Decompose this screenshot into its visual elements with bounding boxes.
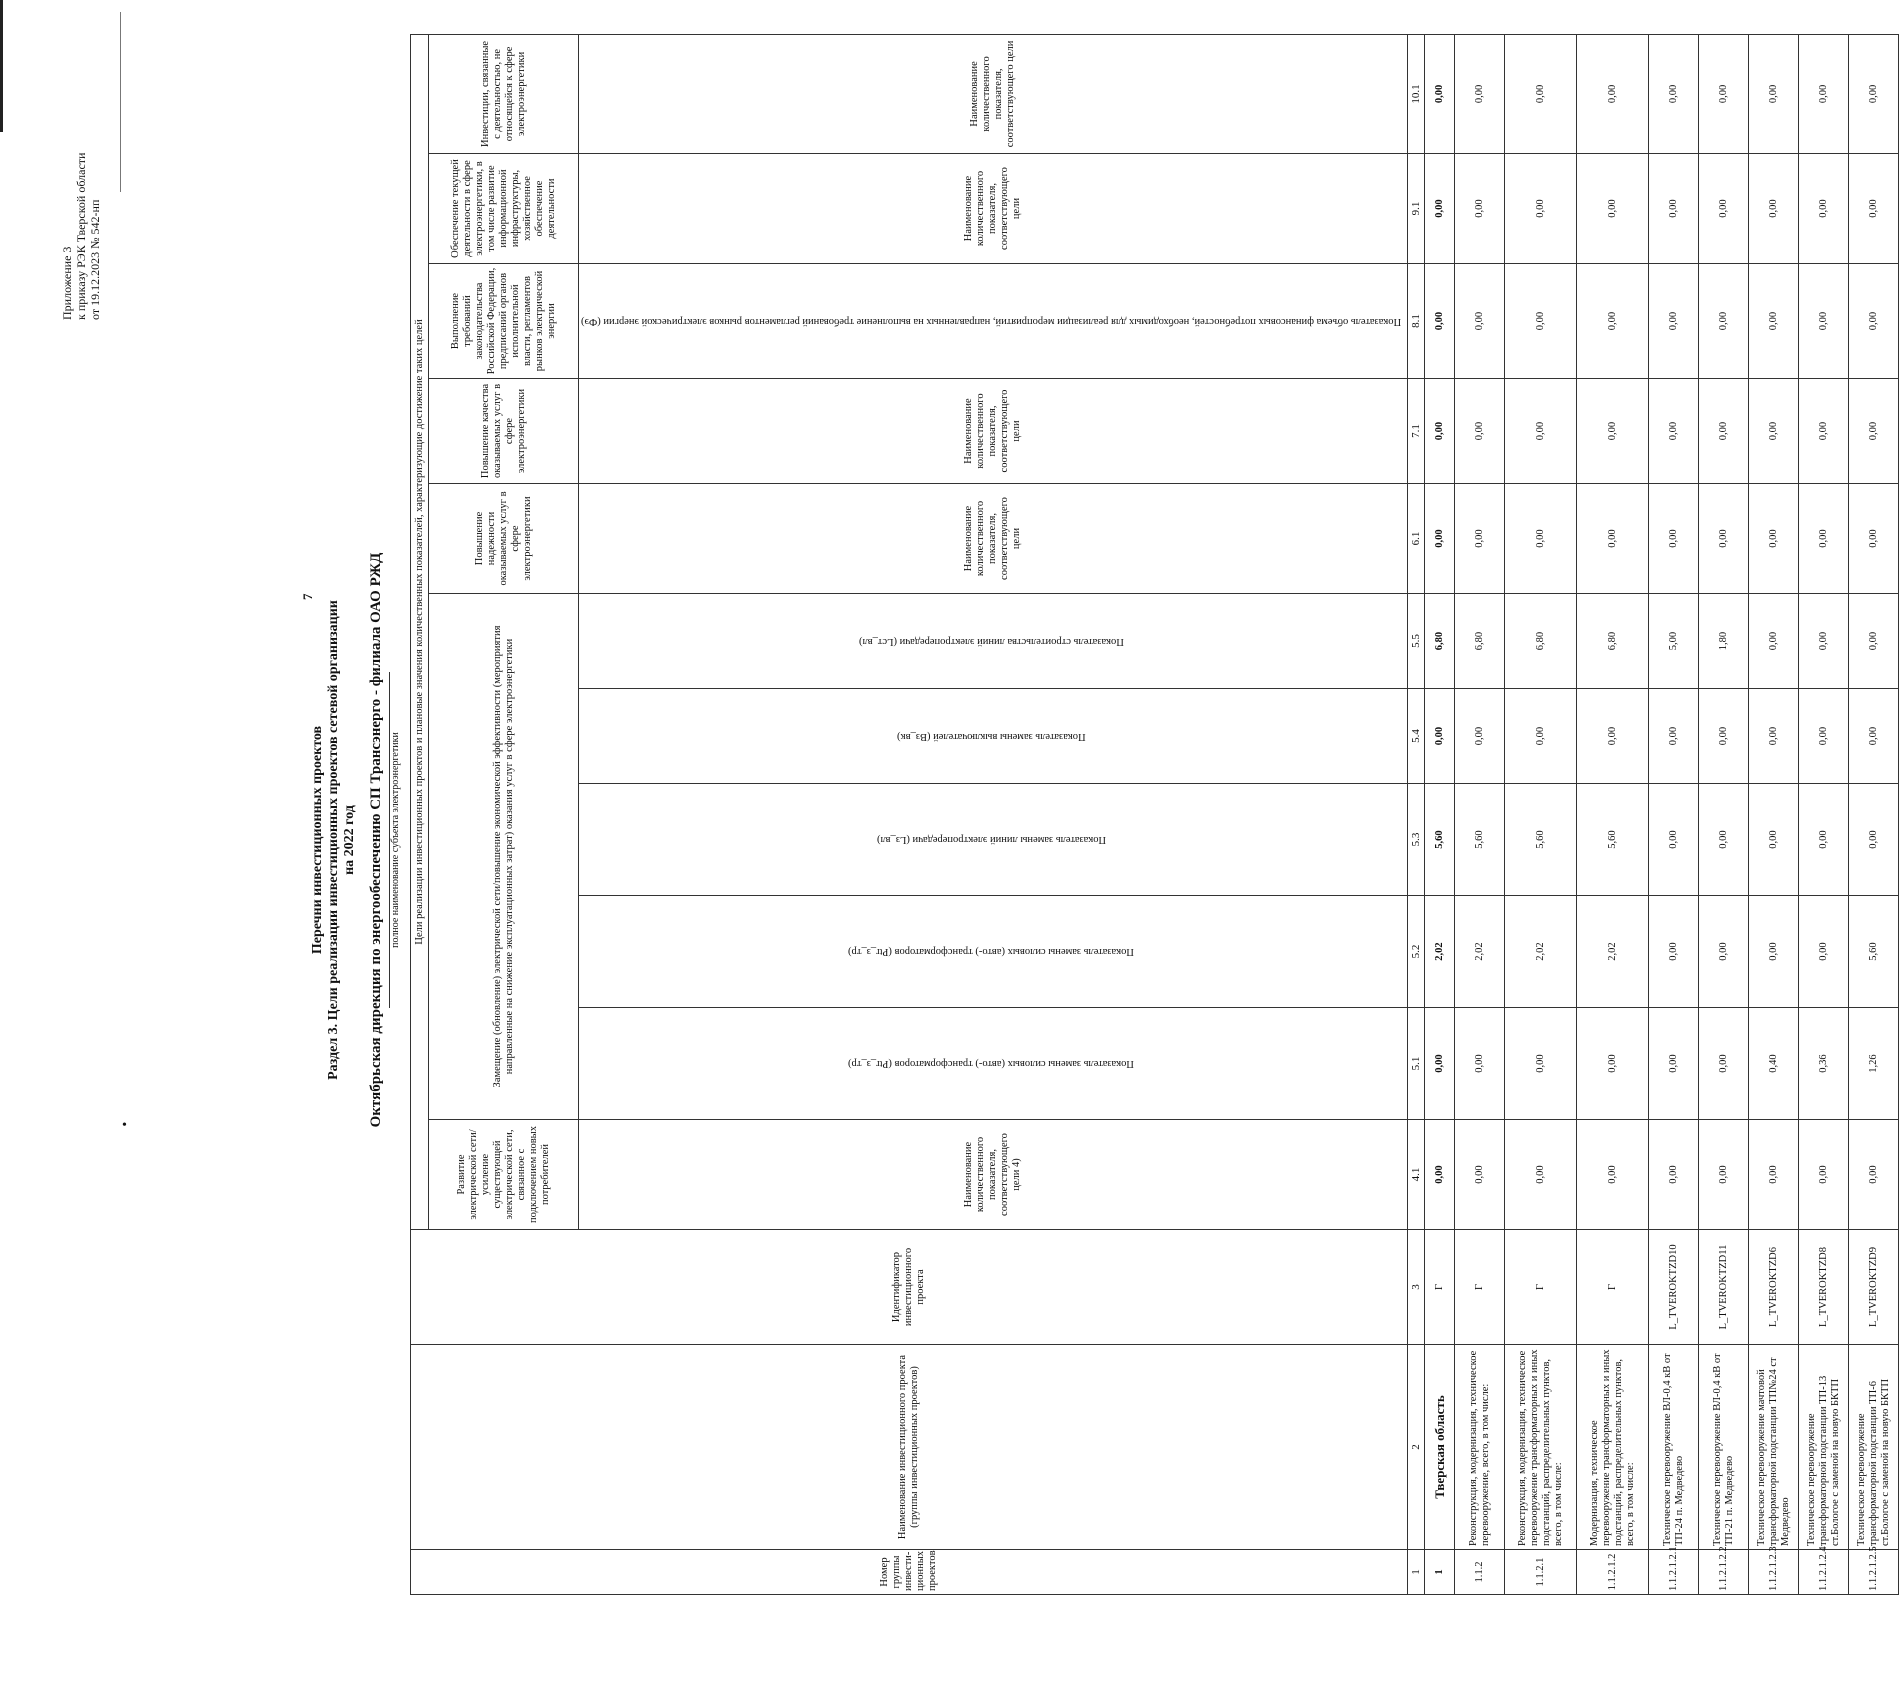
table-row	[1649, 34, 1699, 1594]
header-goal-5: Замещение (обновление) электрической сети/повышение экономической эффективности (мероприятия направленные на снижение эксплуатационных затрат) оказания услуг в сфере электроэнергетики	[429, 594, 579, 1120]
row-value: 0,00	[1425, 689, 1455, 784]
row-number: 1.1.2	[1455, 1550, 1505, 1595]
row-value: 0,00	[1699, 784, 1749, 896]
row-project-id: Г	[1505, 1230, 1577, 1345]
header-indicator-5-4	[579, 689, 1408, 784]
row-value: 0,00	[1455, 154, 1505, 264]
goals-table	[410, 34, 1899, 1595]
row-value: 0,00	[1649, 484, 1699, 594]
row-project-name: Реконструкция, модернизация, техническое перевооружение, всего, в том числе:	[1455, 1345, 1505, 1550]
row-project-id: L_TVEROKTZD11	[1699, 1230, 1749, 1345]
title-line: Раздел 3. Цели реализации инвестиционных проектов сетевой организации	[326, 600, 341, 1080]
row-value: 0,00	[1799, 689, 1849, 784]
title-block	[310, 290, 403, 1390]
index-cell: 5.3	[1408, 784, 1425, 896]
row-project-id: L_TVEROKTZD9	[1849, 1230, 1899, 1345]
row-project-id: Г	[1455, 1230, 1505, 1345]
row-value: 5,60	[1849, 896, 1899, 1008]
header-group-number: Номер группы инвести-ционных проектов	[411, 1550, 1408, 1595]
row-value: 2,02	[1505, 896, 1577, 1008]
index-cell: 6.1	[1408, 484, 1425, 594]
row-number: 1.1.2.1.2.1	[1649, 1550, 1699, 1595]
row-value: 0,00	[1849, 484, 1899, 594]
row-number: 1	[1425, 1550, 1455, 1595]
row-value: 0,00	[1577, 154, 1649, 264]
row-value: 0,00	[1425, 154, 1455, 264]
index-cell: 3	[1408, 1230, 1425, 1345]
header-indicator-5-2	[579, 896, 1408, 1008]
table-row	[1425, 34, 1455, 1594]
header-indicator-9-1: Наименование количественного показателя, соответствующего цели	[579, 154, 1408, 264]
row-value: 5,60	[1425, 784, 1455, 896]
index-row	[1408, 34, 1425, 1594]
row-value: 0,00	[1699, 379, 1749, 484]
row-value: 0,00	[1577, 1008, 1649, 1120]
row-value: 0,00	[1699, 154, 1749, 264]
row-value: 6,80	[1577, 594, 1649, 689]
row-value: 0,00	[1455, 379, 1505, 484]
pencil-dot: •	[122, 1118, 127, 1133]
header-project-id: Идентификатор инвестиционного проекта	[411, 1230, 1408, 1345]
row-project-id: L_TVEROKTZD10	[1649, 1230, 1699, 1345]
row-value: 0,00	[1577, 1120, 1649, 1230]
index-cell: 7.1	[1408, 379, 1425, 484]
row-value: 1,80	[1699, 594, 1749, 689]
table-row	[1455, 34, 1505, 1594]
row-value: 0,00	[1505, 264, 1577, 379]
row-value: 0,00	[1699, 1120, 1749, 1230]
organization-caption: полное наименование субъекта электроэнергетики	[389, 672, 402, 1008]
header-project-name: Наименование инвестиционного проекта (группы инвестиционных проектов)	[411, 1345, 1408, 1550]
indicator-text: Показатель замены силовых (авто-) трансформаторов (Ptr_з_тр)	[848, 946, 1134, 958]
row-value: 5,60	[1577, 784, 1649, 896]
row-value: 0,00	[1749, 896, 1799, 1008]
row-project-name: Техническое перевооружение трансформаторной подстанции ТП-13 ст.Бологое с заменой на новую БКТП	[1799, 1345, 1849, 1550]
row-value: 0,00	[1749, 784, 1799, 896]
row-value: 0,00	[1749, 34, 1799, 153]
row-number: 1.1.2.1.2.3	[1749, 1550, 1799, 1595]
header-goal-10: Инвестиции, связанные с деятельностью, не относящейся к сфере электроэнергетики	[429, 34, 579, 153]
rotated-document-sheet	[20, 0, 1891, 1690]
row-value: 0,00	[1849, 784, 1899, 896]
row-value: 0,36	[1799, 1008, 1849, 1120]
row-value: 5,60	[1505, 784, 1577, 896]
row-value: 6,80	[1425, 594, 1455, 689]
index-cell: 5.2	[1408, 896, 1425, 1008]
row-value: 0,00	[1799, 484, 1849, 594]
row-value: 0,00	[1425, 1008, 1455, 1120]
header-indicator-5-5	[579, 594, 1408, 689]
row-value: 0,00	[1799, 264, 1849, 379]
header-goal-7: Повышение качества оказываемых услуг в сфере электроэнергетики	[429, 379, 579, 484]
row-value: 0,00	[1649, 34, 1699, 153]
row-project-name: Техническое перевооружение трансформаторной подстанции ТП-6 ст.Бологое с заменой на новую БКТП	[1849, 1345, 1899, 1550]
row-value: 0,00	[1577, 34, 1649, 153]
header-row-caption	[411, 34, 429, 1594]
row-value: 0,00	[1649, 379, 1699, 484]
table-row	[1849, 34, 1899, 1594]
index-cell: 8.1	[1408, 264, 1425, 379]
header-indicator-5-3	[579, 784, 1408, 896]
row-value: 0,00	[1749, 154, 1799, 264]
row-project-name: Техническое перевооружение ВЛ-0,4 кВ от ТП-24 п. Медведево	[1649, 1345, 1699, 1550]
index-cell: 9.1	[1408, 154, 1425, 264]
row-value: 5,00	[1649, 594, 1699, 689]
row-value: 0,00	[1425, 379, 1455, 484]
appendix-note	[60, 20, 102, 320]
row-value: 0,00	[1849, 594, 1899, 689]
row-value: 2,02	[1425, 896, 1455, 1008]
row-value: 0,00	[1649, 689, 1699, 784]
row-value: 6,80	[1505, 594, 1577, 689]
row-value: 0,00	[1749, 379, 1799, 484]
row-value: 0,00	[1505, 1008, 1577, 1120]
row-value: 5,60	[1455, 784, 1505, 896]
row-project-id: Г	[1425, 1230, 1455, 1345]
row-value: 0,00	[1505, 34, 1577, 153]
row-number: 1.1.2.1.2.5	[1849, 1550, 1899, 1595]
row-value: 6,80	[1455, 594, 1505, 689]
row-value: 0,00	[1455, 1120, 1505, 1230]
row-value: 0,00	[1649, 1120, 1699, 1230]
row-value: 0,00	[1649, 264, 1699, 379]
row-project-name: Техническое перевооружение ВЛ-0,4 кВ от ТП-21 п. Медведево	[1699, 1345, 1749, 1550]
title-line: на 2022 год	[342, 805, 357, 875]
row-value: 0,00	[1699, 896, 1749, 1008]
index-cell: 10.1	[1408, 34, 1425, 153]
header-goals-caption: Цели реализации инвестиционных проектов и плановые значения количественных показателей, характеризующие достижение таких целей	[411, 34, 429, 1229]
row-value: 0,00	[1699, 689, 1749, 784]
row-value: 0,00	[1749, 594, 1799, 689]
row-value: 0,00	[1699, 264, 1749, 379]
row-value: 0,00	[1425, 484, 1455, 594]
appendix-line: к приказу РЭК Тверской области	[74, 152, 88, 320]
table-row	[1799, 34, 1849, 1594]
indicator-text: Показатель замены выключателей (Вз_вк)	[896, 731, 1086, 742]
row-project-name: Тверская область	[1425, 1345, 1455, 1550]
row-value: 0,00	[1649, 896, 1699, 1008]
row-number: 1.1.2.1.2	[1577, 1550, 1649, 1595]
row-value: 0,00	[1849, 264, 1899, 379]
row-value: 0,00	[1505, 379, 1577, 484]
row-value: 0,00	[1849, 379, 1899, 484]
header-indicator-6-1: Наименование количественного показателя, соответствующего цели	[579, 484, 1408, 594]
row-value: 0,00	[1799, 784, 1849, 896]
row-value: 0,40	[1749, 1008, 1799, 1120]
row-project-name: Техническое перевооружение мачтовой трансформаторной подстанции ТП№24 ст Медведево	[1749, 1345, 1799, 1550]
row-value: 0,00	[1455, 264, 1505, 379]
table-row	[1699, 34, 1749, 1594]
row-value: 0,00	[1505, 484, 1577, 594]
table-row	[1749, 34, 1799, 1594]
table-row	[1505, 34, 1577, 1594]
row-value: 0,00	[1505, 154, 1577, 264]
row-value: 0,00	[1799, 594, 1849, 689]
row-value: 0,00	[1455, 1008, 1505, 1120]
data-rows	[1425, 34, 1899, 1594]
row-value: 0,00	[1749, 484, 1799, 594]
indicator-text: Показатель объема финансовых потребностей, необходимых для реализации мероприятий, направленных на выполнение требований регламентов рынков электрической энергии (Фэ)	[581, 316, 1402, 327]
row-number: 1.1.2.1.2.2	[1699, 1550, 1749, 1595]
row-value: 0,00	[1577, 484, 1649, 594]
row-project-id: Г	[1577, 1230, 1649, 1345]
index-cell: 5.5	[1408, 594, 1425, 689]
index-cell: 5.4	[1408, 689, 1425, 784]
row-value: 0,00	[1577, 264, 1649, 379]
header-indicator-10-1: Наименование количественного показателя, соответствующего цели	[579, 34, 1408, 153]
row-value: 0,00	[1425, 1120, 1455, 1230]
page-number: 7	[300, 593, 315, 600]
row-project-id: L_TVEROKTZD6	[1749, 1230, 1799, 1345]
row-number: 1.1.2.1	[1505, 1550, 1577, 1595]
row-value: 0,00	[1505, 689, 1577, 784]
row-value: 0,00	[1749, 1120, 1799, 1230]
header-indicator-7-1: Наименование количественного показателя, соответствующего цели	[579, 379, 1408, 484]
indicator-text: Показатель замены силовых (авто-) трансформаторов (Ptr_з_тр)	[848, 1058, 1134, 1070]
row-value: 0,00	[1799, 379, 1849, 484]
row-value: 2,02	[1577, 896, 1649, 1008]
index-cell: 2	[1408, 1345, 1425, 1550]
header-goal-9: Обеспечение текущей деятельности в сфере электроэнергетики, в том числе развитие информационной инфраструктуры, хозяйственное обеспечение деятельности	[429, 154, 579, 264]
row-value: 0,00	[1425, 34, 1455, 153]
table-row	[1577, 34, 1649, 1594]
appendix-line: от 19.12.2023 № 542-нп	[88, 199, 102, 320]
row-value: 0,00	[1425, 264, 1455, 379]
row-value: 0,00	[1455, 689, 1505, 784]
row-number: 1.1.2.1.2.4	[1799, 1550, 1849, 1595]
row-value: 0,00	[1749, 689, 1799, 784]
row-value: 2,02	[1455, 896, 1505, 1008]
header-goal-8: Выполнение требований законодательства Российской Федерации, предписаний органов исполнительной власти, регламентов рынков электрической энергии	[429, 264, 579, 379]
organization-name: Октябрьская дирекция по энергообеспечению СП Трансэнерго - филиала ОАО РЖД	[368, 552, 384, 1128]
header-indicator-4-1: Наименование количественного показателя, соответствующего цели 4)	[579, 1120, 1408, 1230]
row-value: 0,00	[1699, 34, 1749, 153]
row-value: 0,00	[1799, 34, 1849, 153]
row-project-id: L_TVEROKTZD8	[1799, 1230, 1849, 1345]
row-value: 0,00	[1649, 784, 1699, 896]
row-value: 0,00	[1699, 484, 1749, 594]
index-cell: 4.1	[1408, 1120, 1425, 1230]
row-value: 0,00	[1799, 1120, 1849, 1230]
row-value: 0,00	[1455, 484, 1505, 594]
row-value: 0,00	[1505, 1120, 1577, 1230]
row-value: 0,00	[1849, 689, 1899, 784]
header-indicator-8-1	[579, 264, 1408, 379]
row-value: 0,00	[1455, 34, 1505, 153]
row-project-name: Реконструкция, модернизация, техническое перевооружение трансформаторных и иных подстанций, распределительных пунктов, всего, в том числе:	[1505, 1345, 1577, 1550]
row-value: 0,00	[1699, 1008, 1749, 1120]
row-value: 0,00	[1849, 34, 1899, 153]
index-cell: 5.1	[1408, 1008, 1425, 1120]
index-cell: 1	[1408, 1550, 1425, 1595]
row-project-name: Модернизация, техническое перевооружение трансформаторных и иных подстанций, распределительных пунктов, всего, в том числе:	[1577, 1345, 1649, 1550]
header-goal-6: Повышение надежности оказываемых услуг в сфере электроэнергетики	[429, 484, 579, 594]
row-value: 0,00	[1849, 154, 1899, 264]
row-value: 0,00	[1799, 896, 1849, 1008]
row-value: 0,00	[1849, 1120, 1899, 1230]
row-value: 0,00	[1649, 154, 1699, 264]
title-line: Перечни инвестиционных проектов	[310, 725, 325, 955]
row-value: 0,00	[1749, 264, 1799, 379]
row-value: 0,00	[1799, 154, 1849, 264]
indicator-text: Показатель замены линий электропередачи (Lз_вл)	[876, 834, 1106, 846]
row-value: 0,00	[1577, 379, 1649, 484]
row-value: 0,00	[1577, 689, 1649, 784]
indicator-text: Показатель строительства линий электропередачи (Lст_вл)	[858, 636, 1124, 647]
header-goal-4: Развитие электрической сети/усиление существующей электрической сети, связанное с подключением новых потребителей	[429, 1120, 579, 1230]
scan-edge	[0, 0, 3, 132]
header-indicator-5-1	[579, 1008, 1408, 1120]
appendix-line: Приложение 3	[60, 246, 74, 320]
row-value: 0,00	[1649, 1008, 1699, 1120]
row-value: 1,26	[1849, 1008, 1899, 1120]
